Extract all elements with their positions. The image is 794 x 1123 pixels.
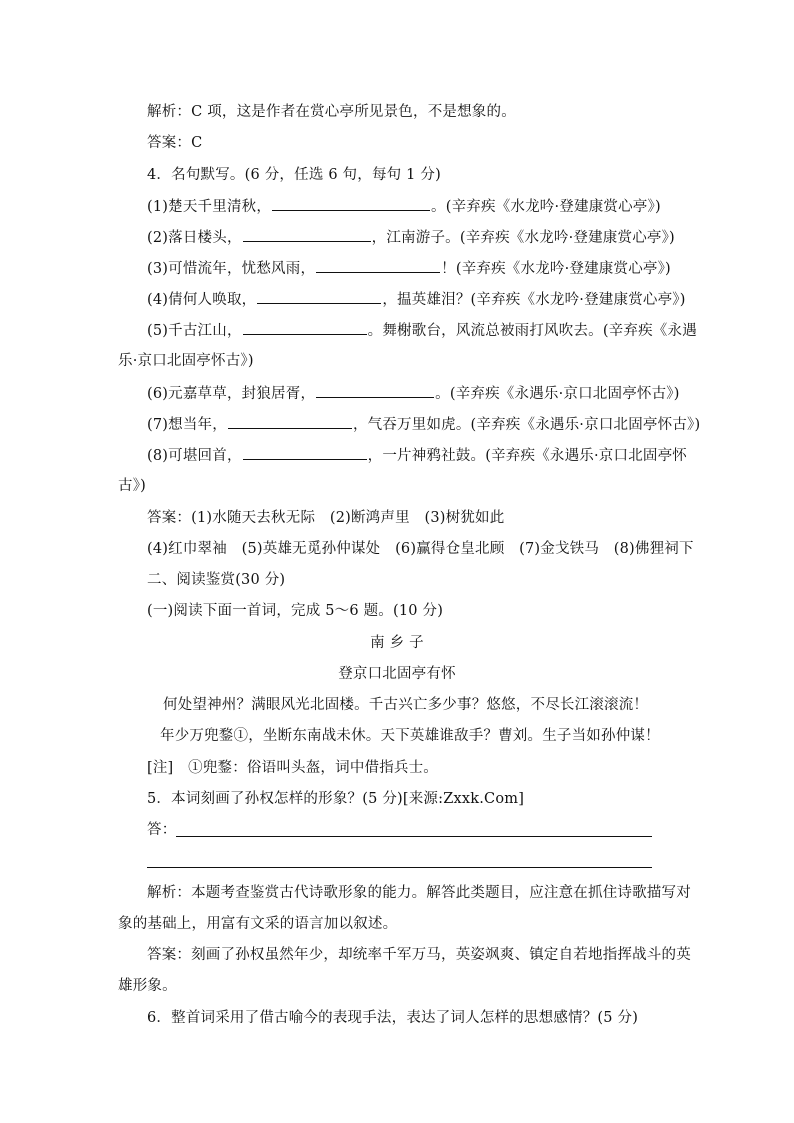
fill-item-3: (3)可惜流年，忧愁风雨， ！(辛弃疾《水龙吟·登建康赏心亭》) (147, 258, 671, 279)
analysis-q3: 解析：C 项，这是作者在赏心亭所见景色，不是想象的。 (147, 104, 516, 120)
answer-q4-line2: (4)红巾翠袖 (5)英雄无觅孙仲谋处 (6)赢得仓皇北顾 (7)金戈铁马 (8)佛狸祠下 (147, 541, 694, 557)
blank-line (316, 258, 440, 273)
answer-prompt: 答： (147, 822, 177, 838)
blank-line (243, 445, 367, 460)
poem-subtitle: 登京口北固亭有怀 (338, 666, 456, 682)
subsection-heading: (一)阅读下面一首词，完成 5～6 题。(10 分) (147, 603, 444, 619)
question-6: 6．整首词采用了借古喻今的表现手法，表达了词人怎样的思想感情？(5 分) (147, 1010, 639, 1026)
question-5: 5．本词刻画了孙权怎样的形象？(5 分)[来源:Zxxk.Com] (147, 791, 525, 807)
fill-item-6: (6)元嘉草草，封狼居胥， 。(辛弃疾《永遇乐·京口北固亭怀古》) (147, 383, 680, 404)
analysis-q5-line1: 解析：本题考查鉴赏古代诗歌形象的能力。解答此类题目，应注意在抓住诗歌描写对 (147, 885, 691, 901)
fill-item-2: (2)落日楼头， ，江南游子。(辛弃疾《水龙吟·登建康赏心亭》) (147, 227, 675, 248)
answer-line (176, 836, 652, 837)
blank-line (243, 320, 367, 335)
fill-item-4: (4)倩何人唤取， ，揾英雄泪？(辛弃疾《水龙吟·登建康赏心亭》) (147, 289, 686, 310)
question-4-title: 4．名句默写。(6 分，任选 6 句，每句 1 分) (147, 167, 441, 183)
fill-item-8-cont: 古》) (118, 478, 147, 494)
fill-item-1: (1)楚天千里清秋， 。(辛弃疾《水龙吟·登建康赏心亭》) (147, 196, 661, 217)
answer-q5-line1: 答案：刻画了孙权虽然年少，却统率千军万马，英姿飒爽、镇定自若地指挥战斗的英 (147, 947, 691, 963)
fill-item-8: (8)可堪回首， ，一片神鸦社鼓。(辛弃疾《永遇乐·京口北固亭怀 (147, 445, 687, 466)
poem-title: 南 乡 子 (370, 635, 424, 651)
blank-line (243, 227, 371, 242)
answer-q5-line2: 雄形象。 (118, 978, 177, 994)
fill-item-7: (7)想当年， ，气吞万里如虎。(辛弃疾《永遇乐·京口北固亭怀古》) (147, 414, 700, 435)
section-heading: 二、阅读鉴赏(30 分) (147, 572, 286, 588)
answer-q3: 答案：C (147, 135, 203, 151)
answer-line (147, 867, 652, 868)
answer-q4-line1: 答案：(1)水随天去秋无际 (2)断鸿声里 (3)树犹如此 (147, 510, 505, 526)
blank-line (257, 289, 381, 304)
poem-line-1: 何处望神州？满眼风光北固楼。千古兴亡多少事？悠悠，不尽长江滚滚流！ (163, 697, 649, 713)
poem-line-2: 年少万兜鍪①，坐断东南战未休。天下英雄谁敌手？曹刘。生子当如孙仲谋！ (160, 728, 660, 744)
fill-item-5: (5)千古江山， 。舞榭歌台，风流总被雨打风吹去。(辛弃疾《永遇 (147, 320, 697, 341)
blank-line (228, 414, 352, 429)
fill-item-5-cont: 乐·京口北固亭怀古》) (118, 353, 254, 369)
blank-line (272, 196, 430, 211)
poem-note: [注] ①兜鍪：俗语叫头盔，词中借指兵士。 (147, 760, 439, 776)
analysis-q5-line2: 象的基础上，用富有文采的语言加以叙述。 (118, 916, 398, 932)
blank-line (316, 383, 434, 398)
